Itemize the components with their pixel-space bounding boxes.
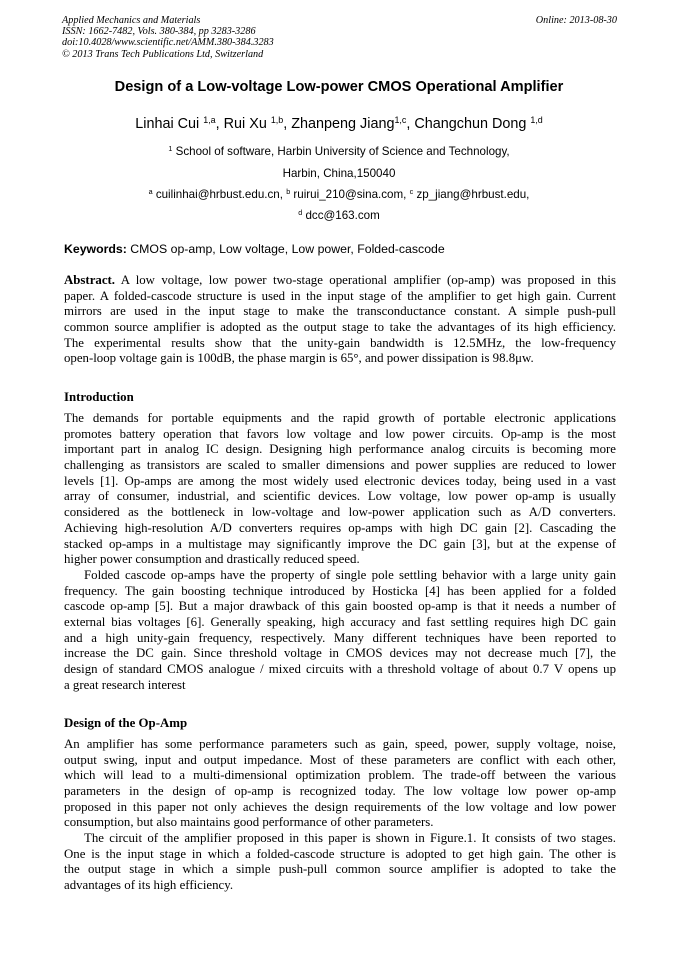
paper-title: Design of a Low-voltage Low-power CMOS Operational Amplifier [114,79,564,95]
email-d: dcc@163.com [305,209,380,222]
author-name: Rui Xu [223,116,267,132]
keywords-text: CMOS op-amp, Low voltage, Low power, Folded-cascode [130,242,445,256]
journal-name: Applied Mechanics and Materials [62,15,201,26]
section-heading-introduction: Introduction [64,390,134,404]
author-list: Linhai Cui $^{1,a}$, Rui Xu $^{1,b}$, Zhanpeng Jiang$^{1,c}$, Changchun Dong $^{1,d}$ [135,115,543,132]
author-affil-mark: 1,c [394,115,407,126]
journal-header [62,15,617,60]
author-affil-mark: 1,a [203,115,216,126]
online-date: Online: 2013-08-30 [535,15,617,26]
email-c: zp_jiang@hrbust.edu, [416,188,530,201]
author-affil-mark: 1,b [270,115,284,126]
affiliation-text: School of software, Harbin University of Science and Technology, [175,145,510,158]
issn-line: ISSN: 1662-7482, Vols. 380-384, pp 3283-3286 [62,26,256,38]
copyright-line: © 2013 Trans Tech Publications Ltd, Switzerland [62,48,264,60]
author-name: Changchun Dong [414,116,527,132]
design-paragraph-2: The circuit of the amplifier proposed in this paper is shown in Figure.1. It consists of two stages. One is the input stage in which a folded-cascode structure is adopted to get high gain. The other is the output stage in which a simple push-pull common source amplifier is adopted to take the advantages of its high efficiency. [64,831,616,893]
intro-paragraph-2: Folded cascode op-amps have the property of single pole settling behavior with a large unity gain frequency. The gain boosting technique introduced by Hosticka [4] has been applied for a folded cascode op-amp [5]. But a major drawback of this gain boosted op-amp is that it needs a number of external bias voltages [6]. Generally speaking, high accuracy and fast settling requires high DC gain and a high unity-gain frequency, respectively. Many different techniques have been reported to increase the DC gain. Since threshold voltage in CMOS devices may not decrease much [7], the design of standard CMOS analogue / mixed circuits with a threshold voltage of about 0.7 V opens up a great research interest [64,568,616,692]
keywords-label: Keywords: [64,242,127,256]
affil-mark: 1 [168,144,173,154]
design-paragraph-1: An amplifier has some performance parameters such as gain, speed, power, supply voltage, noise, output swing, input and output impedance. Most of these parameters are conflict with each other, which will lead to a multi-dimensional optimization problem. The trade-off between the various parameters in the design of op-amp is recognized today. The low voltage low power op-amp proposed in this paper not only achieves the design requirements of the low voltage and low power consumption, but also maintains good performance of other parameters. [64,737,616,830]
email-a: cuilinhai@hrbust.edu.cn, [155,188,283,201]
affiliation-line-1 [0,145,678,158]
author-affil-mark: 1,d [530,115,543,126]
email-b: ruirui_210@sina.com, [293,188,407,201]
author-name: Zhanpeng Jiang [291,116,395,132]
abstract-label: Abstract. [64,273,116,287]
email-line: $^a$ cuilinhai@hrbust.edu.cn, $^b$ ruirui_210@sina.com, $^c$ zp_jiang@hrbust.edu, [148,187,530,201]
section-heading-design: Design of the Op-Amp [64,716,188,730]
keywords [64,242,445,256]
abstract: Abstract. A low voltage, low power two-stage operational amplifier (op-amp) was proposed in this paper. A folded-cascode structure is used in the input stage of the amplifier to get high gain. Current mirrors are used in the input stage to make the transconductance constant. A simple push-pull common source amplifier is adopted as the output stage to take the advantages of its high efficiency. The experimental results show that the unity-gain bandwidth is 12.5MHz, the low-frequency open-loop voltage gain is 100dB, the phase margin is 65°, and power dissipation is 98.8μw. [64,273,616,366]
email-line-2: $^d$ dcc@163.com [298,208,380,222]
author-name: Linhai Cui [135,116,200,132]
affiliation-line-2: Harbin, China,150040 [282,167,396,180]
doi-line: doi:10.4028/www.scientific.net/AMM.380-384.3283 [62,37,274,49]
intro-paragraph-1: The demands for portable equipments and the rapid growth of portable electronic applications promotes battery operation that favors low voltage and low power circuits. Op-amp is the most important part in analog IC design. Designing high performance analog circuits is becoming more challenging as transistors are scaled to smaller dimensions and power supplies are reduced to lower levels [1]. Op-amps are among the most widely used electronic devices today, being used in a vast array of consumer, industrial, and scientific devices. Low voltage, low power op-amp is usually considered as the bottleneck in low-voltage and low-power application such as A/D converters. Achieving high-resolution A/D converters requires op-amps with high DC gain [2]. Cascading the stacked op-amps in a multistage may significantly improve the DC gain [3], but at the expense of higher power consumption and drastically reduced speed. [64,411,616,567]
